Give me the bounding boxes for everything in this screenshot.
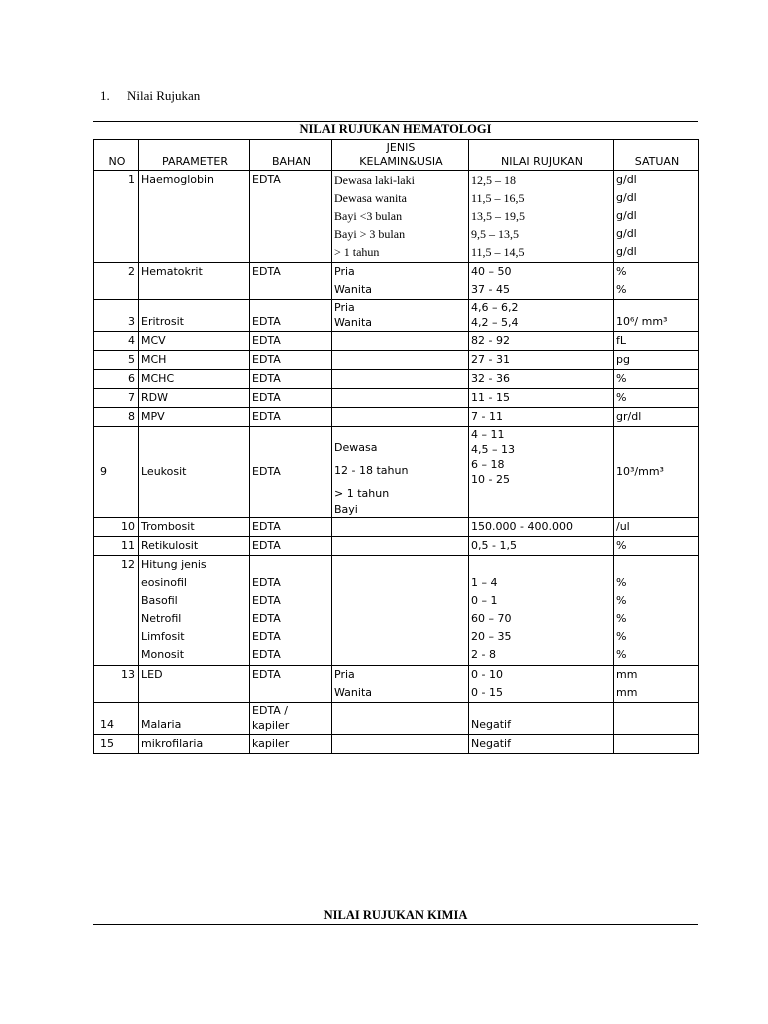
nilai-line: 0 – 1	[471, 594, 498, 607]
nilai-line: 4,2 – 5,4	[471, 316, 519, 329]
bahan-cell: EDTA	[250, 537, 332, 556]
nilai-line: 4,5 – 13	[471, 443, 515, 456]
col-parameter-header: PARAMETER	[139, 140, 250, 171]
table-row	[94, 427, 699, 518]
satuan-line: %	[616, 612, 627, 625]
table-row	[94, 408, 699, 427]
table-row	[94, 171, 699, 263]
parameter-line: Hitung jenis	[141, 558, 207, 571]
bahan-cell: EDTA	[250, 370, 332, 389]
parameter-cell: RDW	[139, 389, 250, 408]
bahan-line: EDTA	[252, 576, 281, 589]
bahan-line: EDTA	[252, 594, 281, 607]
parameter-cell: MPV	[139, 408, 250, 427]
nilai-cell: 27 - 31	[469, 351, 614, 370]
parameter-cell: LED	[139, 666, 250, 703]
nilai-line: 37 - 45	[471, 283, 510, 296]
jenis-cell	[332, 263, 469, 300]
jenis-cell	[332, 370, 469, 389]
satuan-cell	[614, 556, 699, 666]
col-nilai-header: NILAI RUJUKAN	[469, 140, 614, 171]
nilai-line: 20 – 35	[471, 630, 512, 643]
chemistry-title: NILAI RUJUKAN KIMIA	[323, 908, 468, 922]
bahan-cell: EDTA	[250, 332, 332, 351]
satuan-line: g/dl	[616, 191, 637, 204]
row-number: 13	[94, 666, 139, 703]
hematology-title: NILAI RUJUKAN HEMATOLOGI	[299, 122, 492, 136]
jenis-line: 12 - 18 tahun	[334, 464, 409, 477]
bahan-cell: EDTA	[250, 518, 332, 537]
nilai-line: 0 - 15	[471, 686, 503, 699]
parameter-cell: Haemoglobin	[139, 171, 250, 263]
satuan-cell: 10³/mm³	[614, 427, 699, 518]
row-number: 10	[94, 518, 139, 537]
jenis-cell	[332, 171, 469, 263]
jenis-line: > 1 tahun	[334, 245, 380, 259]
satuan-cell: %	[614, 389, 699, 408]
parameter-line: Monosit	[141, 648, 185, 661]
chemistry-rule	[93, 924, 698, 925]
nilai-line: 10 - 25	[471, 473, 510, 486]
satuan-cell: fL	[614, 332, 699, 351]
bahan-cell: EDTA	[250, 408, 332, 427]
nilai-cell: 0,5 - 1,5	[469, 537, 614, 556]
section-heading	[100, 88, 200, 104]
bahan-cell: EDTA	[250, 300, 332, 332]
satuan-cell: %	[614, 370, 699, 389]
row-number: 1	[94, 171, 139, 263]
satuan-cell: pg	[614, 351, 699, 370]
col-no-header: NO	[94, 140, 139, 171]
table-row	[94, 351, 699, 370]
bahan-cell: EDTA	[250, 263, 332, 300]
jenis-line: Dewasa wanita	[334, 191, 407, 205]
col-satuan-header: SATUAN	[614, 140, 699, 171]
satuan-cell	[614, 666, 699, 703]
nilai-cell: 150.000 - 400.000	[469, 518, 614, 537]
satuan-line: %	[616, 630, 627, 643]
jenis-line: Dewasa	[334, 441, 378, 454]
jenis-line: Bayi	[334, 503, 358, 516]
jenis-cell	[332, 666, 469, 703]
row-number: 12	[94, 556, 139, 666]
row-number: 6	[94, 370, 139, 389]
jenis-line: Bayi > 3 bulan	[334, 227, 406, 241]
parameter-cell: mikrofilaria	[139, 735, 250, 754]
col-jenis-header-line2: KELAMIN&USIA	[359, 155, 443, 168]
bahan-cell: EDTA	[250, 427, 332, 518]
nilai-line: 11,5 – 14,5	[471, 245, 525, 259]
nilai-cell	[469, 666, 614, 703]
nilai-line: 4,6 – 6,2	[471, 301, 519, 314]
bahan-cell	[250, 703, 332, 735]
parameter-cell: MCH	[139, 351, 250, 370]
nilai-line: 2 - 8	[471, 648, 496, 661]
nilai-cell: Negatif	[469, 703, 614, 735]
nilai-line: 6 – 18	[471, 458, 505, 471]
bahan-cell: EDTA	[250, 666, 332, 703]
satuan-line: %	[616, 283, 627, 296]
nilai-cell: 32 - 36	[469, 370, 614, 389]
nilai-line: 60 – 70	[471, 612, 512, 625]
jenis-cell	[332, 351, 469, 370]
row-number: 9	[94, 427, 139, 518]
nilai-cell: Negatif	[469, 735, 614, 754]
nilai-cell	[469, 263, 614, 300]
parameter-line: Netrofil	[141, 612, 182, 625]
parameter-line: Basofil	[141, 594, 178, 607]
bahan-line: EDTA	[252, 630, 281, 643]
jenis-cell	[332, 332, 469, 351]
jenis-cell	[332, 427, 469, 518]
table-row	[94, 263, 699, 300]
jenis-line: Bayi <3 bulan	[334, 209, 403, 223]
jenis-cell	[332, 556, 469, 666]
bahan-cell	[250, 556, 332, 666]
col-jenis-header	[332, 140, 469, 171]
jenis-cell	[332, 300, 469, 332]
parameter-cell: Eritrosit	[139, 300, 250, 332]
nilai-cell	[469, 171, 614, 263]
jenis-cell	[332, 518, 469, 537]
satuan-line: g/dl	[616, 227, 637, 240]
table-row	[94, 735, 699, 754]
parameter-line: Limfosit	[141, 630, 185, 643]
satuan-line: mm	[616, 686, 638, 699]
row-number: 3	[94, 300, 139, 332]
nilai-cell: 82 - 92	[469, 332, 614, 351]
row-number: 7	[94, 389, 139, 408]
satuan-line: g/dl	[616, 173, 637, 186]
nilai-line: 4 – 11	[471, 428, 505, 441]
row-number: 8	[94, 408, 139, 427]
parameter-cell: Malaria	[139, 703, 250, 735]
satuan-line: %	[616, 576, 627, 589]
parameter-cell: MCHC	[139, 370, 250, 389]
parameter-cell: Hematokrit	[139, 263, 250, 300]
table-row	[94, 300, 699, 332]
col-jenis-header-line1: JENIS	[386, 141, 416, 154]
header-row	[94, 140, 699, 171]
satuan-line: %	[616, 265, 627, 278]
nilai-line: 13,5 – 19,5	[471, 209, 525, 223]
table-row	[94, 518, 699, 537]
jenis-line: Pria	[334, 301, 355, 314]
section-title: Nilai Rujukan	[127, 88, 201, 103]
satuan-cell	[614, 735, 699, 754]
col-bahan-header: BAHAN	[250, 140, 332, 171]
jenis-line: > 1 tahun	[334, 487, 390, 500]
parameter-cell: Retikulosit	[139, 537, 250, 556]
row-number: 11	[94, 537, 139, 556]
nilai-line: 11,5 – 16,5	[471, 191, 525, 205]
jenis-cell	[332, 389, 469, 408]
satuan-line: %	[616, 648, 627, 661]
satuan-cell: %	[614, 537, 699, 556]
jenis-line: Dewasa laki-laki	[334, 173, 415, 187]
hematology-table	[93, 139, 699, 754]
satuan-line: g/dl	[616, 209, 637, 222]
row-number: 14	[94, 703, 139, 735]
satuan-line: mm	[616, 668, 638, 681]
table-row	[94, 666, 699, 703]
nilai-cell	[469, 300, 614, 332]
satuan-cell: /ul	[614, 518, 699, 537]
row-number: 2	[94, 263, 139, 300]
bahan-line: EDTA	[252, 612, 281, 625]
satuan-line: g/dl	[616, 245, 637, 258]
table-row	[94, 556, 699, 666]
parameter-cell: Leukosit	[139, 427, 250, 518]
jenis-cell	[332, 735, 469, 754]
satuan-cell	[614, 263, 699, 300]
satuan-cell: 10⁶/ mm³	[614, 300, 699, 332]
nilai-line: 9,5 – 13,5	[471, 227, 519, 241]
parameter-line: eosinofil	[141, 576, 187, 589]
row-number: 4	[94, 332, 139, 351]
jenis-line: Pria	[334, 265, 355, 278]
bahan-line: EDTA /	[252, 704, 289, 717]
nilai-cell: 11 - 15	[469, 389, 614, 408]
bahan-cell: EDTA	[250, 351, 332, 370]
jenis-line: Wanita	[334, 686, 372, 699]
satuan-cell: gr/dl	[614, 408, 699, 427]
jenis-cell	[332, 537, 469, 556]
row-number: 15	[94, 735, 139, 754]
row-number: 5	[94, 351, 139, 370]
section-number: 1.	[100, 88, 110, 103]
satuan-cell	[614, 703, 699, 735]
table-row	[94, 389, 699, 408]
table-row	[94, 332, 699, 351]
table-row	[94, 703, 699, 735]
jenis-cell	[332, 703, 469, 735]
bahan-cell: kapiler	[250, 735, 332, 754]
bahan-cell: EDTA	[250, 389, 332, 408]
table-row	[94, 537, 699, 556]
nilai-line: 1 – 4	[471, 576, 498, 589]
jenis-line: Pria	[334, 668, 355, 681]
parameter-cell: MCV	[139, 332, 250, 351]
bahan-line: kapiler	[252, 719, 290, 732]
table-row	[94, 370, 699, 389]
jenis-cell	[332, 408, 469, 427]
parameter-cell	[139, 556, 250, 666]
satuan-line: %	[616, 594, 627, 607]
parameter-cell: Trombosit	[139, 518, 250, 537]
nilai-line: 12,5 – 18	[471, 173, 516, 187]
bahan-line: EDTA	[252, 648, 281, 661]
satuan-cell	[614, 171, 699, 263]
nilai-cell	[469, 427, 614, 518]
nilai-cell	[469, 556, 614, 666]
nilai-line: 0 - 10	[471, 668, 503, 681]
nilai-line: 40 – 50	[471, 265, 512, 278]
bahan-cell: EDTA	[250, 171, 332, 263]
jenis-line: Wanita	[334, 316, 372, 329]
jenis-line: Wanita	[334, 283, 372, 296]
nilai-cell: 7 - 11	[469, 408, 614, 427]
